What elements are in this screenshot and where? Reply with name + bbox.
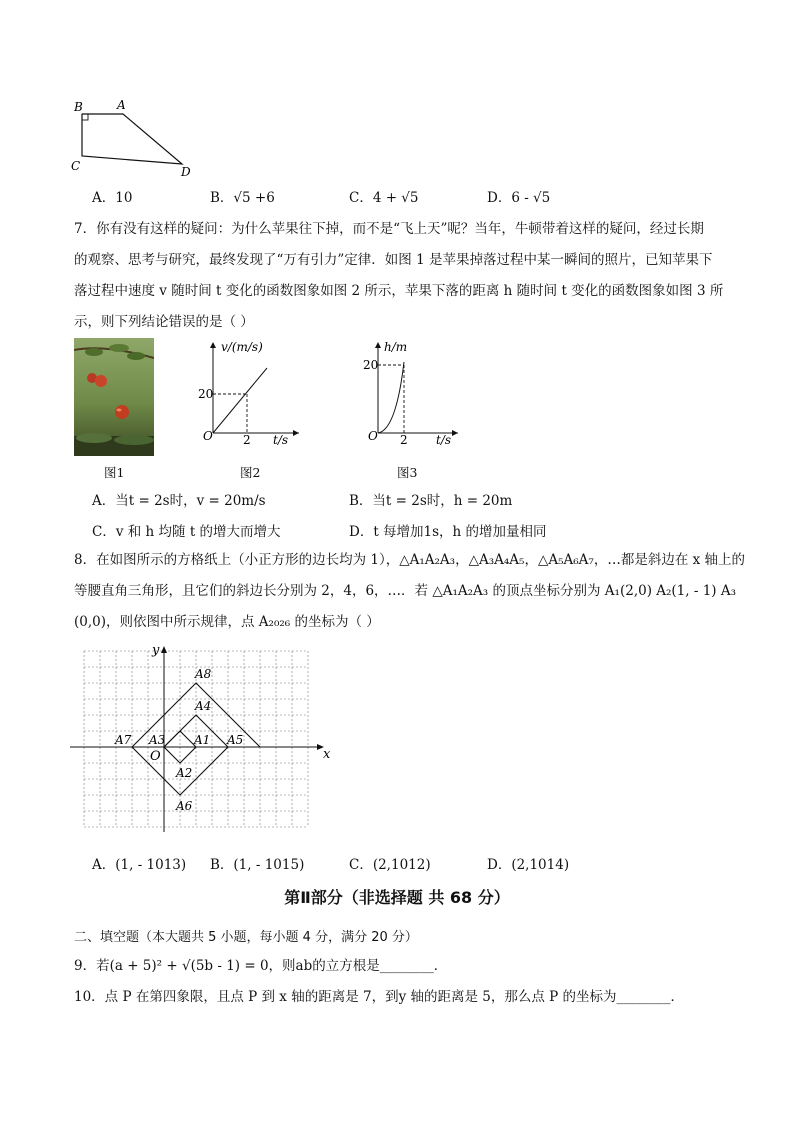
label-A6: A6 — [176, 799, 193, 813]
label-A5: A5 — [227, 733, 244, 747]
h-graph-curve — [378, 362, 404, 433]
label-D: D — [181, 165, 191, 179]
label-A1: A1 — [194, 733, 211, 747]
grid-origin-label: O — [150, 749, 161, 764]
label-A3: A3 — [149, 733, 166, 747]
trapezoid-figure — [66, 96, 206, 180]
grid-axis-x-label: x — [323, 747, 331, 762]
q7-option-a[interactable]: A．当t = 2s时，v = 20m/s — [92, 493, 266, 509]
velocity-graph — [195, 338, 305, 448]
grid-axis-y-label: y — [152, 643, 160, 658]
q6-option-b[interactable]: B．√5 +6 — [210, 190, 275, 206]
v-graph-x-arrow — [293, 430, 299, 436]
q6-option-a[interactable]: A．10 — [92, 190, 133, 206]
h-graph-xlabel: t/s — [436, 433, 452, 447]
q8-option-b[interactable]: B．(1, - 1015) — [210, 857, 305, 873]
v-graph-line — [213, 368, 267, 433]
q8-line-1: 8．在如图所示的方格纸上（小正方形的边长均为 1），△A₁A₂A₃，△A₃A₄A₅，△A₅A₆A₇，…都是斜边在 x 轴上的 — [74, 552, 746, 568]
distance-graph — [360, 338, 470, 448]
q8-option-d[interactable]: D．(2,1014) — [487, 857, 570, 873]
v-graph-y-arrow — [210, 342, 216, 348]
h-graph-xtick: 2 — [400, 433, 408, 447]
q9-text: 9．若(a + 5)² + √(5b - 1) = 0，则ab的立方根是________． — [74, 958, 448, 974]
q6-option-d[interactable]: D．6 - √5 — [487, 190, 551, 206]
label-A7: A7 — [115, 733, 132, 747]
label-B: B — [74, 100, 83, 114]
caption-fig3: 图3 — [397, 465, 418, 480]
label-A2: A2 — [176, 766, 193, 780]
h-graph-ytick: 20 — [363, 358, 379, 372]
right-angle-mark — [82, 114, 88, 120]
label-A4: A4 — [195, 699, 212, 713]
apple-photo — [74, 338, 154, 456]
q8-option-c[interactable]: C．(2,1012) — [349, 857, 431, 873]
q7-option-c[interactable]: C．v 和 h 均随 t 的增大而增大 — [92, 524, 281, 540]
label-A8: A8 — [195, 667, 212, 681]
q7-line-1: 7．你有没有这样的疑问：为什么苹果往下掉，而不是“飞上天”呢？当年，牛顿带着这样的疑问，经过长期 — [74, 221, 704, 237]
part2-title: 第Ⅱ部分（非选择题 共 68 分） — [284, 888, 510, 907]
label-C: C — [71, 159, 81, 173]
label-A: A — [117, 98, 126, 112]
q7-line-4: 示，则下列结论错误的是（ ） — [74, 314, 254, 330]
h-graph-x-arrow — [452, 430, 458, 436]
q8-option-a[interactable]: A．(1, - 1013) — [92, 857, 187, 873]
h-graph-y-arrow — [375, 342, 381, 348]
grid-y-arrow — [161, 646, 167, 653]
v-graph-xlabel: t/s — [273, 433, 289, 447]
v-graph-ytick: 20 — [198, 387, 214, 401]
q10-text: 10．点 P 在第四象限，且点 P 到 x 轴的距离是 7，到y 轴的距离是 5，那么点 P 的坐标为________． — [74, 989, 685, 1005]
q6-option-c[interactable]: C．4 + √5 — [349, 190, 419, 206]
trapezoid-shape — [82, 114, 182, 164]
q7-option-d[interactable]: D．t 每增加1s，h 的增加量相同 — [349, 524, 547, 540]
q7-line-2: 的观察、思考与研究，最终发现了“万有引力”定律．如图 1 是苹果掉落过程中某一瞬间的照片，已知苹果下 — [74, 252, 713, 268]
grid-figure — [70, 640, 340, 835]
section2-heading: 二、填空题（本大题共 5 小题，每小题 4 分，满分 20 分） — [74, 930, 418, 945]
v-graph-ylabel: v/(m/s) — [221, 340, 263, 354]
q8-line-2: 等腰直角三角形，且它们的斜边长分别为 2，4，6，…．若 △A₁A₂A₃ 的顶点坐标分别为 A₁(2,0) A₂(1, - 1) A₃ — [74, 583, 737, 599]
v-graph-xtick: 2 — [243, 433, 251, 447]
q7-option-b[interactable]: B．当t = 2s时，h = 20m — [349, 493, 513, 509]
caption-fig1: 图1 — [104, 465, 125, 480]
q8-line-3: (0,0)，则依图中所示规律，点 A₂₀₂₆ 的坐标为（ ） — [74, 614, 380, 630]
q7-line-3: 落过程中速度 v 随时间 t 变化的函数图象如图 2 所示，苹果下落的距离 h 随时间 t 变化的函数图象如图 3 所 — [74, 283, 724, 299]
h-graph-origin: O — [368, 429, 378, 443]
caption-fig2: 图2 — [240, 465, 261, 480]
h-graph-ylabel: h/m — [384, 340, 408, 354]
v-graph-origin: O — [203, 429, 213, 443]
